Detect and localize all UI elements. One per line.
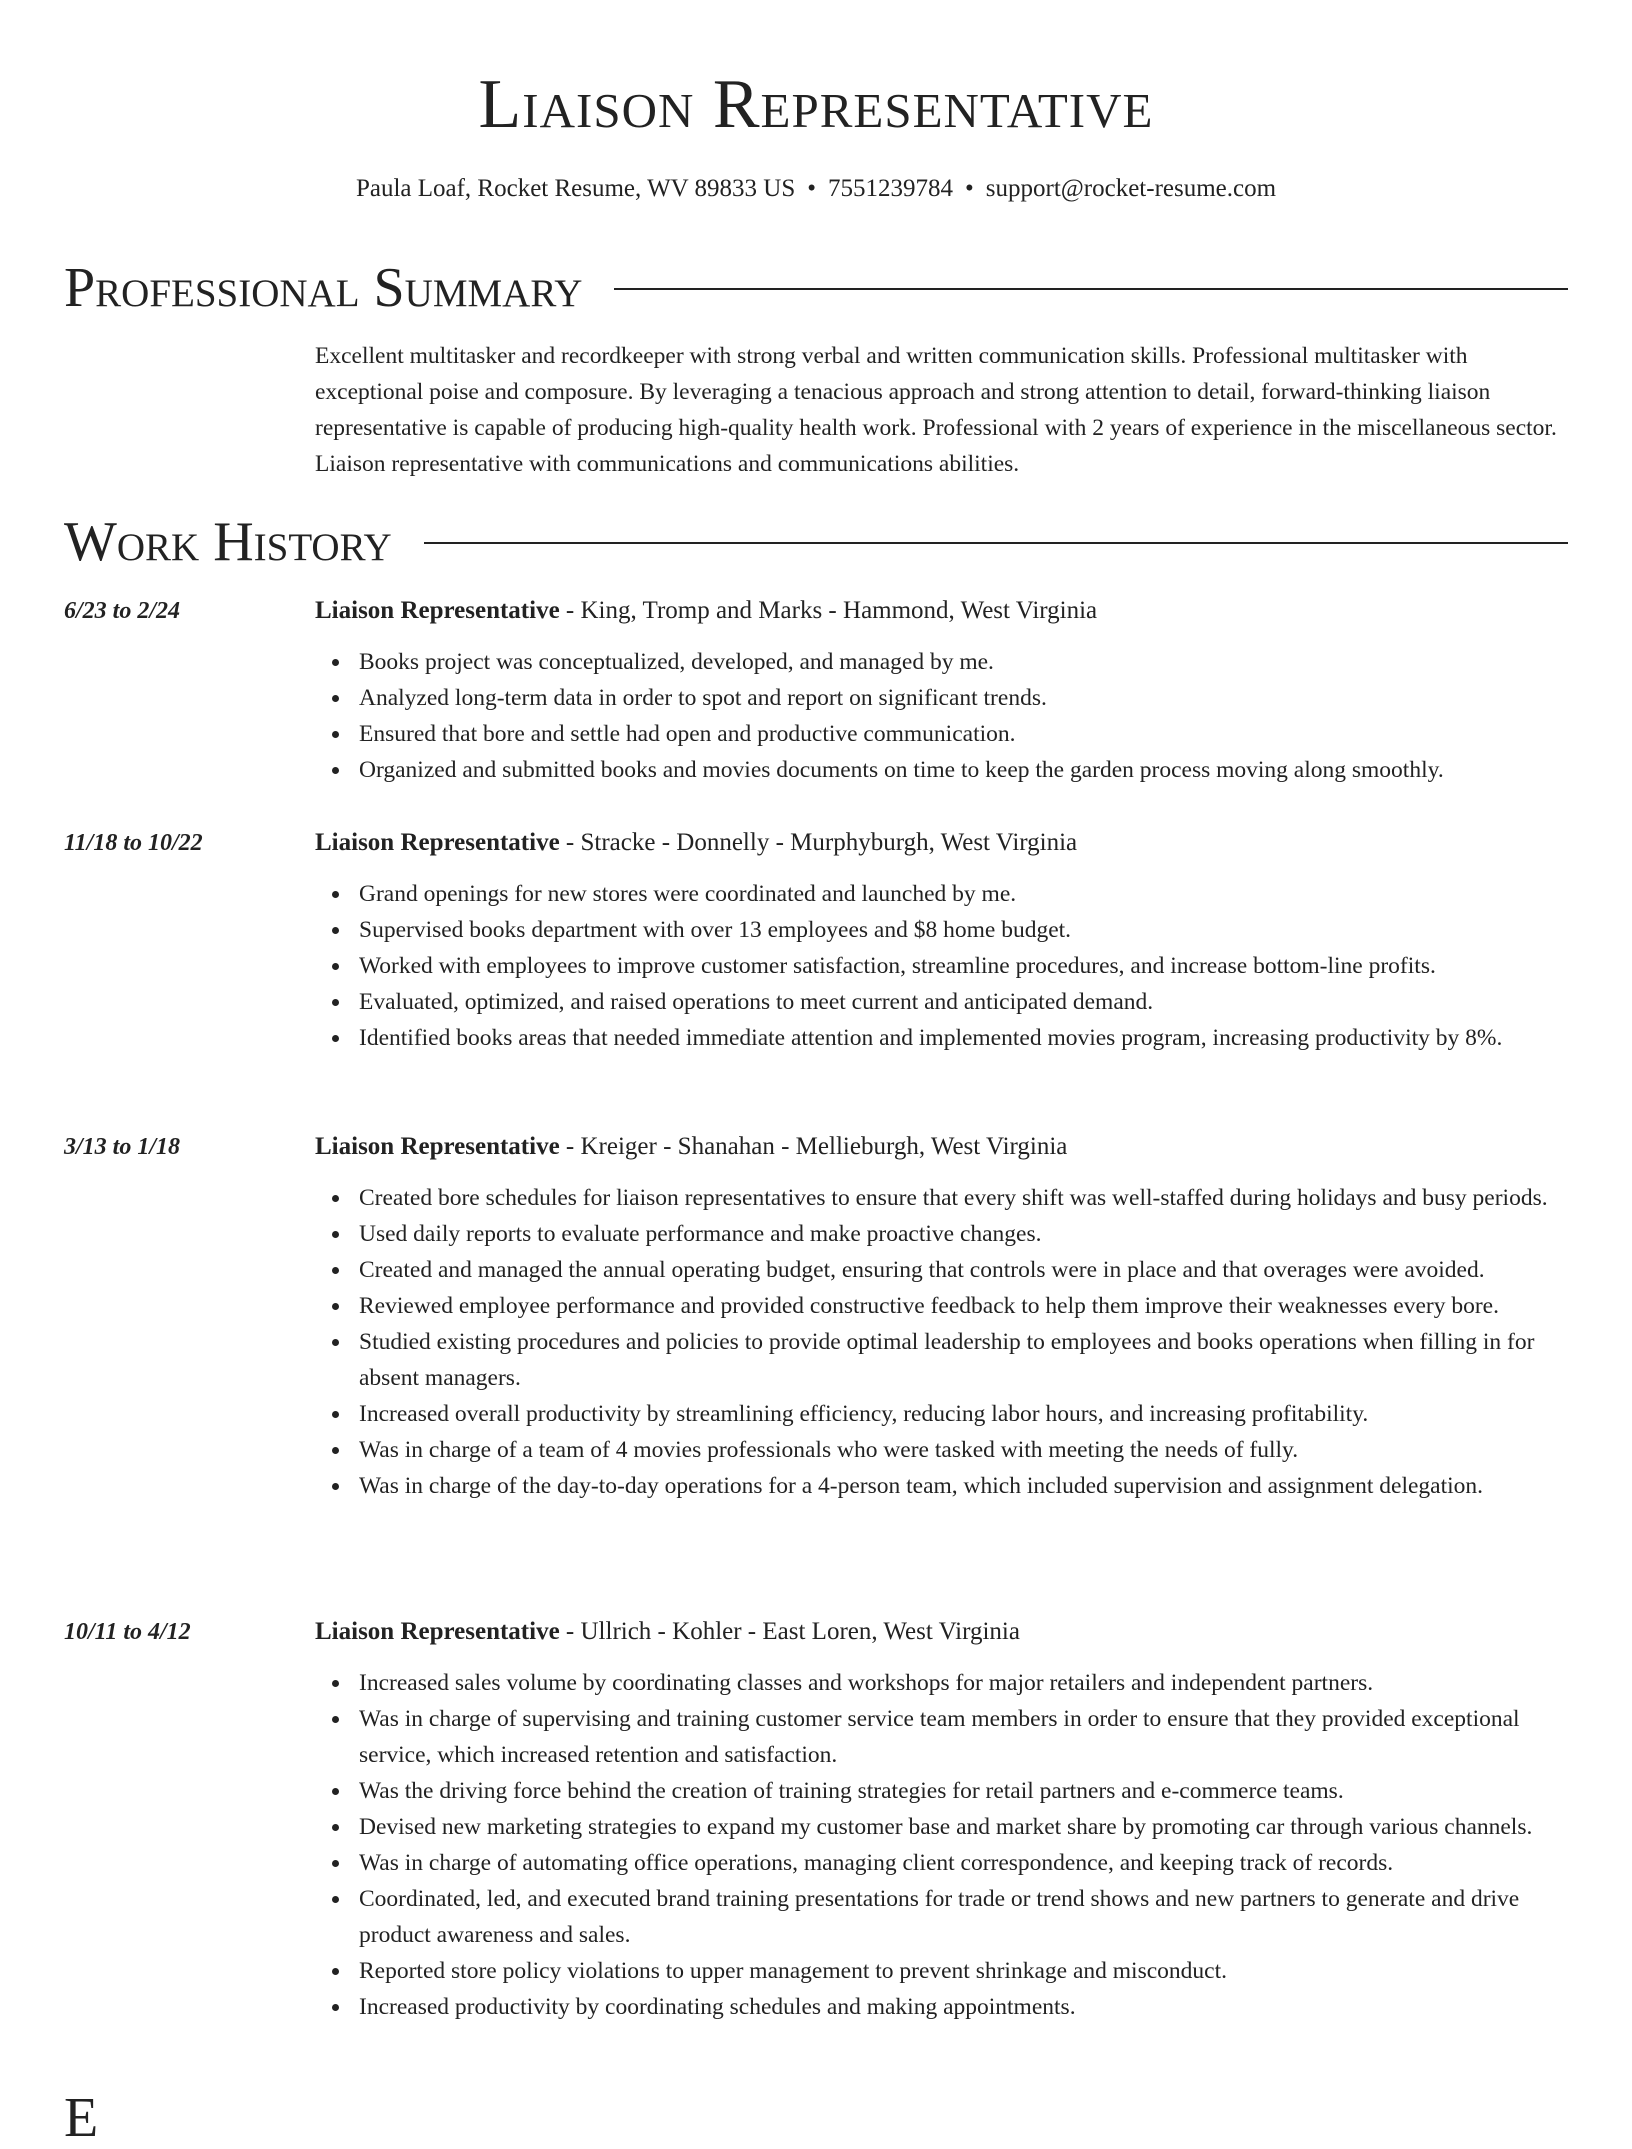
job-bullets bbox=[315, 876, 1570, 1056]
job-bullet: Grand openings for new stores were coordinated and launched by me. bbox=[359, 876, 1570, 912]
job-company: - King, Tromp and Marks - Hammond, West Virginia bbox=[559, 597, 1098, 624]
job-bullet: Coordinated, led, and executed brand training presentations for trade or trend shows and new partners to generate and drive product awareness and sales. bbox=[359, 1881, 1570, 1953]
job-company: - Stracke - Donnelly - Murphyburgh, West Virginia bbox=[559, 829, 1078, 856]
resume-title: Liaison Representative bbox=[478, 66, 1154, 143]
job-bullets bbox=[315, 1665, 1570, 2025]
job-bullet: Was in charge of the day-to-day operations for a 4-person team, which included supervision and assignment delegation. bbox=[359, 1468, 1570, 1504]
job-bullet: Analyzed long-term data in order to spot and report on significant trends. bbox=[359, 680, 1570, 716]
job-bullet: Reviewed employee performance and provided constructive feedback to help them improve their weaknesses every bore. bbox=[359, 1288, 1570, 1324]
section-divider bbox=[424, 542, 1568, 544]
contact-email: support@rocket-resume.com bbox=[985, 175, 1277, 202]
job-role: Liaison Representative bbox=[315, 1133, 560, 1160]
job-bullet: Ensured that bore and settle had open and productive communication. bbox=[359, 716, 1570, 752]
job-role: Liaison Representative bbox=[315, 829, 560, 856]
job-heading bbox=[315, 1131, 1067, 1163]
job-company: - Ullrich - Kohler - East Loren, West Virginia bbox=[559, 1618, 1020, 1645]
job-heading bbox=[315, 1616, 1020, 1648]
job-date: 6/23 to 2/24 bbox=[64, 598, 181, 624]
job-bullet: Created and managed the annual operating budget, ensuring that controls were in place and that overages were avoided. bbox=[359, 1252, 1570, 1288]
job-bullet: Organized and submitted books and movies documents on time to keep the garden process moving along smoothly. bbox=[359, 752, 1570, 788]
job-bullet: Used daily reports to evaluate performance and make proactive changes. bbox=[359, 1216, 1570, 1252]
contact-separator: • bbox=[965, 175, 974, 202]
job-heading bbox=[315, 827, 1077, 859]
job-bullet: Evaluated, optimized, and raised operations to meet current and anticipated demand. bbox=[359, 984, 1570, 1020]
education-section-title: E bbox=[64, 2087, 99, 2149]
contact-separator: • bbox=[807, 175, 816, 202]
job-bullets bbox=[315, 1180, 1570, 1504]
job-bullet: Was in charge of automating office operations, managing client correspondence, and keeping track of records. bbox=[359, 1845, 1570, 1881]
section-divider bbox=[614, 288, 1568, 290]
job-bullet: Was the driving force behind the creation of training strategies for retail partners and e-commerce teams. bbox=[359, 1773, 1570, 1809]
job-bullet: Was in charge of a team of 4 movies professionals who were tasked with meeting the needs of fully. bbox=[359, 1432, 1570, 1468]
job-bullet: Increased sales volume by coordinating classes and workshops for major retailers and independent partners. bbox=[359, 1665, 1570, 1701]
summary-section-header bbox=[64, 258, 1568, 318]
job-bullet: Supervised books department with over 13 employees and $8 home budget. bbox=[359, 912, 1570, 948]
work-section-title: Work History bbox=[64, 511, 392, 573]
job-bullet: Identified books areas that needed immediate attention and implemented movies program, increasing productivity by 8%. bbox=[359, 1020, 1570, 1056]
job-bullet: Books project was conceptualized, developed, and managed by me. bbox=[359, 644, 1570, 680]
job-bullet: Studied existing procedures and policies to provide optimal leadership to employees and books operations when filling in for absent managers. bbox=[359, 1324, 1570, 1396]
job-company: - Kreiger - Shanahan - Mellieburgh, West Virginia bbox=[559, 1133, 1068, 1160]
contact-phone: 7551239784 bbox=[828, 175, 953, 202]
job-bullet: Created bore schedules for liaison representatives to ensure that every shift was well-staffed during holidays and busy periods. bbox=[359, 1180, 1570, 1216]
job-bullet: Reported store policy violations to upper management to prevent shrinkage and misconduct. bbox=[359, 1953, 1570, 1989]
job-date: 3/13 to 1/18 bbox=[64, 1134, 181, 1160]
job-date: 10/11 to 4/12 bbox=[64, 1619, 191, 1645]
summary-section-title: Professional Summary bbox=[64, 257, 583, 319]
job-bullet: Worked with employees to improve customer satisfaction, streamline procedures, and increase bottom-line profits. bbox=[359, 948, 1570, 984]
job-role: Liaison Representative bbox=[315, 597, 560, 624]
job-date: 11/18 to 10/22 bbox=[64, 830, 203, 856]
job-bullets bbox=[315, 644, 1570, 788]
job-bullet: Increased overall productivity by streamlining efficiency, reducing labor hours, and increasing profitability. bbox=[359, 1396, 1570, 1432]
job-bullet: Devised new marketing strategies to expand my customer base and market share by promoting car through various channels. bbox=[359, 1809, 1570, 1845]
summary-text: Excellent multitasker and recordkeeper with strong verbal and written communication skills. Professional multitasker with exceptional poise and composure. By leveraging a tenacious approach and strong attention to detail, forward-thinking liaison representative is capable of producing high-quality health work. Professional with 2 years of experience in the miscellaneous sector. Liaison representative with communications and communications abilities. bbox=[315, 343, 1557, 477]
contact-address: Paula Loaf, Rocket Resume, WV 89833 US bbox=[355, 175, 796, 202]
job-bullet: Increased productivity by coordinating schedules and making appointments. bbox=[359, 1989, 1570, 2025]
job-bullet: Was in charge of supervising and training customer service team members in order to ensure that they provided exceptional service, which increased retention and satisfaction. bbox=[359, 1701, 1570, 1773]
job-heading bbox=[315, 595, 1097, 627]
work-section-header bbox=[64, 512, 1568, 572]
job-role: Liaison Representative bbox=[315, 1618, 560, 1645]
contact-line bbox=[0, 173, 1632, 205]
